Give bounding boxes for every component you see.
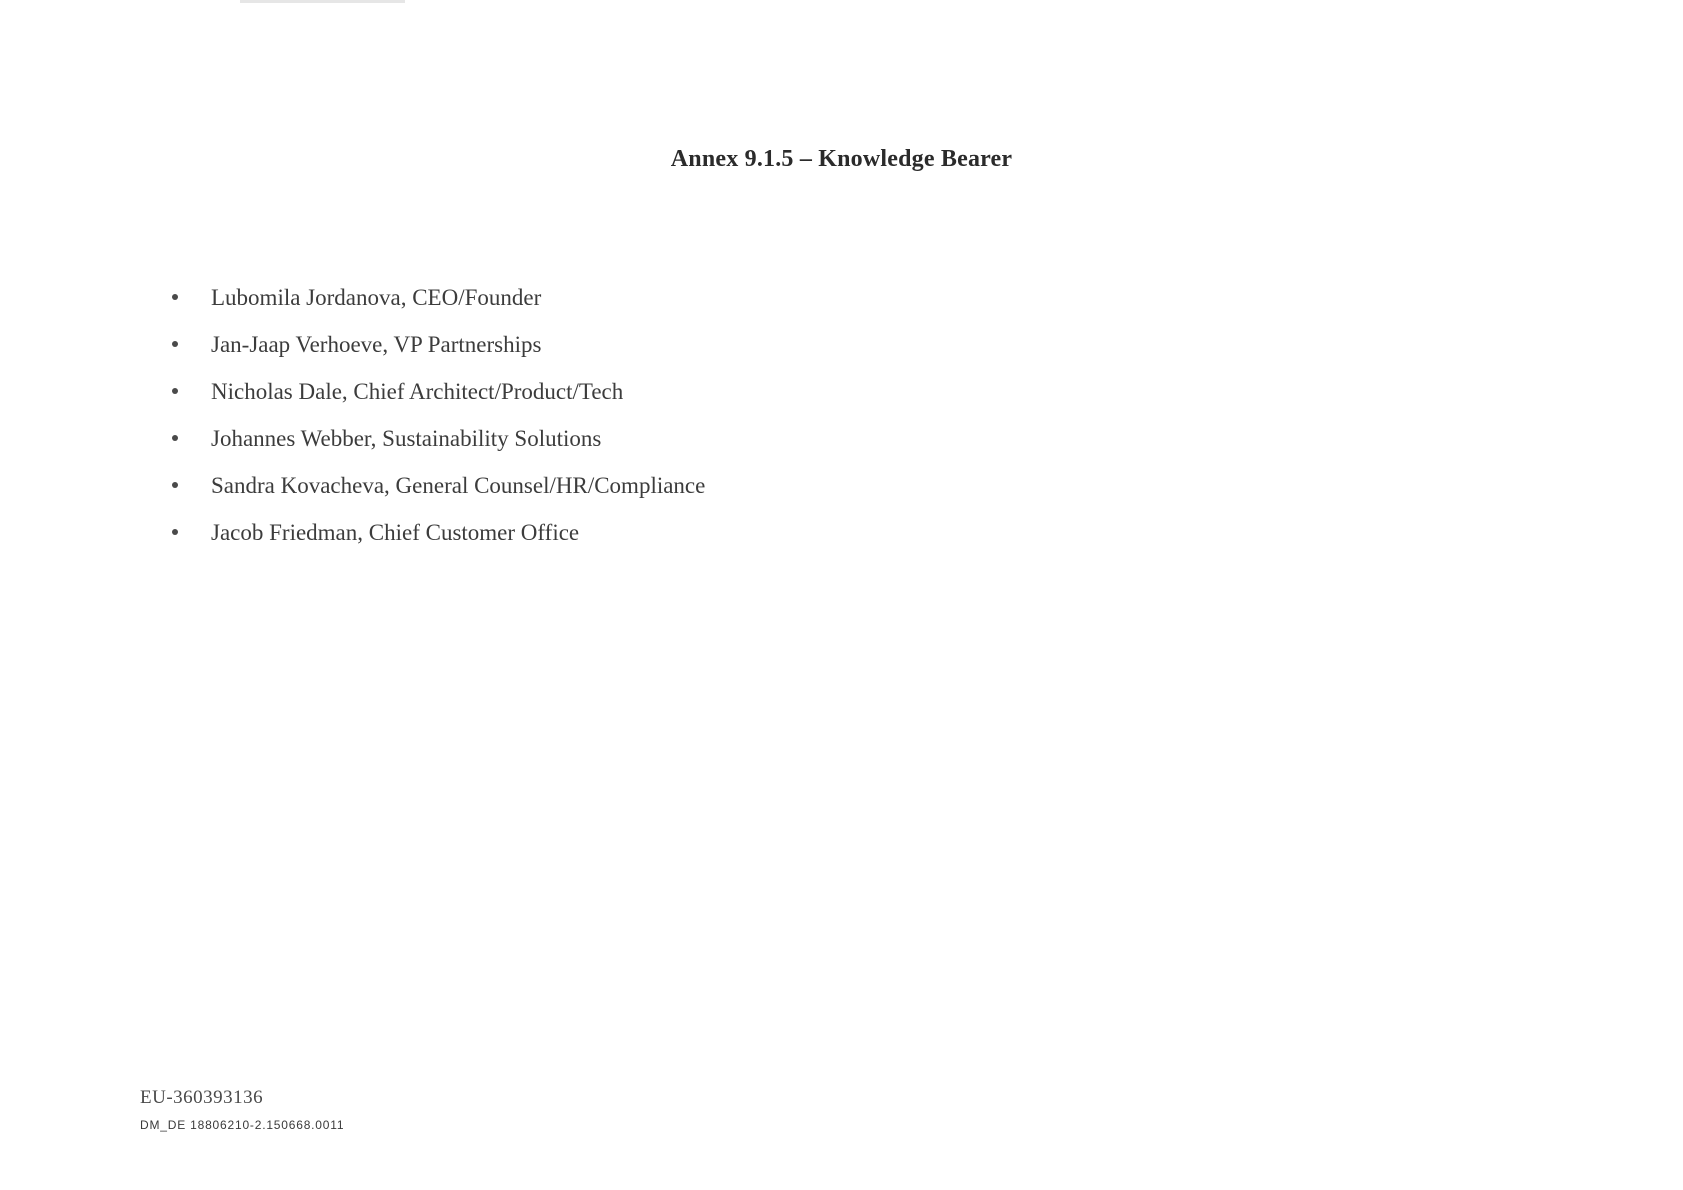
list-item: [172, 377, 705, 424]
footer-doc-number: DM_DE 18806210-2.150668.0011: [140, 1118, 345, 1132]
list-item-text: Johannes Webber, Sustainability Solutions: [211, 426, 602, 451]
list-item: [172, 330, 705, 377]
bullet-icon: [172, 294, 178, 300]
bullet-icon: [172, 435, 178, 441]
page-title: Annex 9.1.5 – Knowledge Bearer: [670, 146, 1013, 172]
list-item-text: Jacob Friedman, Chief Customer Office: [211, 520, 580, 545]
list-item-text: Lubomila Jordanova, CEO/Founder: [211, 285, 542, 310]
list-item-text: Sandra Kovacheva, General Counsel/HR/Compliance: [211, 473, 706, 498]
bullet-icon: [172, 482, 178, 488]
bullet-icon: [172, 529, 178, 535]
list-item: [172, 471, 705, 518]
list-item: [172, 518, 705, 565]
list-item-text: Jan-Jaap Verhoeve, VP Partnerships: [211, 332, 542, 357]
list-item: [172, 424, 705, 471]
scan-artifact: [240, 0, 405, 3]
footer-reference-id: EU-360393136: [140, 1087, 264, 1108]
list-item: [172, 283, 705, 330]
list-item-text: Nicholas Dale, Chief Architect/Product/Tech: [211, 379, 624, 404]
knowledge-bearer-list: [172, 283, 705, 565]
bullet-icon: [172, 341, 178, 347]
bullet-icon: [172, 388, 178, 394]
